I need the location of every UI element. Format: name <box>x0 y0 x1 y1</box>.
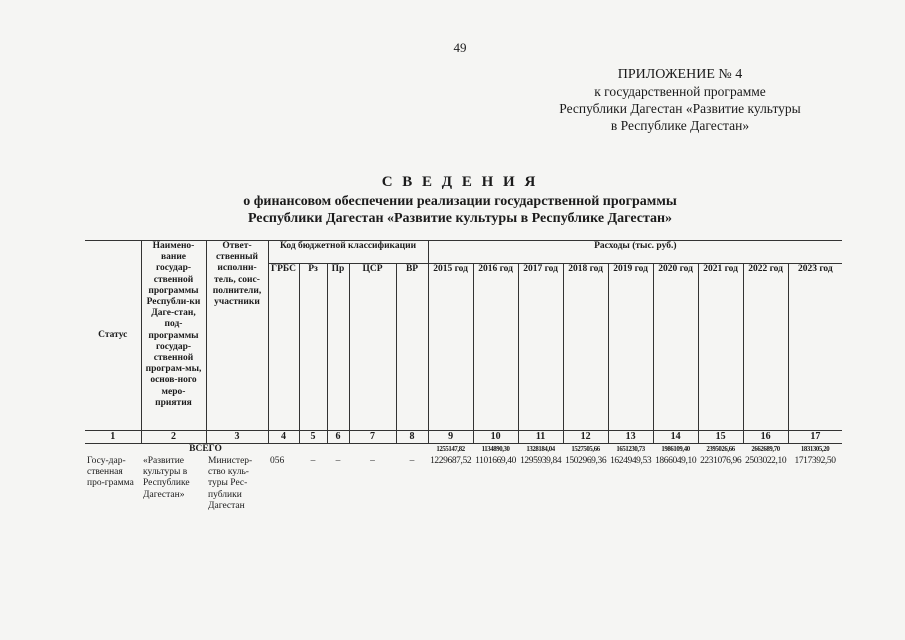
column-number: 3 <box>206 431 268 444</box>
column-number: 9 <box>428 431 473 444</box>
appendix-title: ПРИЛОЖЕНИЕ № 4 <box>617 67 743 82</box>
program-value: 1717392,50 <box>794 456 836 466</box>
total-value: 1527505,66 <box>571 446 600 453</box>
program-value: 1502969,36 <box>565 456 607 466</box>
total-value: 1651230,73 <box>616 446 645 453</box>
program-value: 2231076,96 <box>700 456 742 466</box>
total-label: ВСЕГО <box>189 444 222 454</box>
total-value: 1986109,40 <box>661 446 690 453</box>
header-code-pr: Пр <box>327 264 349 431</box>
column-number: 1 <box>85 431 141 444</box>
column-number: 2 <box>141 431 206 444</box>
header-code-grbs: ГРБС <box>268 264 299 431</box>
column-number: 10 <box>473 431 518 444</box>
header-year: 2021 год <box>698 264 743 431</box>
heading-title: С В Е Д Е Н И Я <box>381 174 539 190</box>
total-value: 2395026,66 <box>706 446 735 453</box>
appendix-block <box>525 66 835 134</box>
program-vr: – <box>409 456 415 466</box>
program-status: Госу-дар-ственная про-грамма <box>87 456 134 489</box>
page-number: 49 <box>453 40 467 55</box>
table-header-row <box>85 241 842 264</box>
column-number: 11 <box>518 431 563 444</box>
header-year: 2019 год <box>608 264 653 431</box>
appendix-line: в Республике Дагестан» <box>610 118 750 133</box>
header-budget-code: Код бюджетной классификации <box>268 241 428 264</box>
total-value: 1831305,20 <box>800 446 830 453</box>
program-value: 1295939,84 <box>520 456 562 466</box>
total-value: 1255147,82 <box>436 446 465 453</box>
total-value: 1134890,30 <box>481 446 510 453</box>
column-number: 16 <box>743 431 788 444</box>
total-row <box>85 444 842 457</box>
column-number: 8 <box>396 431 428 444</box>
column-number: 13 <box>608 431 653 444</box>
header-code-csr: ЦСР <box>349 264 396 431</box>
heading-subtitle: о финансовом обеспечении реализации государственной программы <box>243 194 677 209</box>
header-code-rz: Рз <box>299 264 327 431</box>
header-year: 2023 год <box>788 264 842 431</box>
program-pr: – <box>335 456 341 466</box>
program-value: 2503022,10 <box>745 456 787 466</box>
header-year: 2017 год <box>518 264 563 431</box>
header-code-vr: ВР <box>396 264 428 431</box>
header-year: 2022 год <box>743 264 788 431</box>
program-grbs: 056 <box>270 456 285 466</box>
column-number: 15 <box>698 431 743 444</box>
program-value: 1101669,40 <box>475 456 516 466</box>
financial-table <box>85 240 842 512</box>
document-heading <box>150 174 770 227</box>
appendix-line: Республики Дагестан «Развитие культуры <box>559 101 801 116</box>
header-expenses: Расходы (тыс. руб.) <box>428 241 842 264</box>
column-number: 6 <box>327 431 349 444</box>
column-number: 4 <box>268 431 299 444</box>
program-row <box>85 456 842 512</box>
program-value: 1866049,10 <box>655 456 697 466</box>
column-number: 14 <box>653 431 698 444</box>
header-year: 2016 год <box>473 264 518 431</box>
heading-subtitle: Республики Дагестан «Развитие культуры в Республике Дагестан» <box>247 211 673 226</box>
header-responsible: Ответ-ственный исполни-тель, соис-полнители, участники <box>206 241 268 431</box>
program-rz: – <box>310 456 316 466</box>
program-csr: – <box>370 456 375 466</box>
column-number: 17 <box>788 431 842 444</box>
header-name: Наимено-вание государ-ственной программы Республи-ки Даге-стан, под-программы государ-ственной програм-мы, основ-ного меро-приятия <box>141 241 206 431</box>
column-number: 12 <box>563 431 608 444</box>
program-responsible: Министер-ство куль-туры Рес-публики Дагестан <box>208 456 253 511</box>
column-number: 5 <box>299 431 327 444</box>
header-year: 2020 год <box>653 264 698 431</box>
column-number-row <box>85 431 842 444</box>
header-year: 2018 год <box>563 264 608 431</box>
column-number: 7 <box>349 431 396 444</box>
total-value: 2662689,70 <box>751 446 780 453</box>
program-name: «Развитие культуры в Республике Дагестан» <box>143 456 190 500</box>
header-status: Статус <box>85 241 141 431</box>
appendix-line: к государственной программе <box>594 84 766 99</box>
program-value: 1229687,52 <box>430 456 472 466</box>
total-value: 1328184,04 <box>526 446 555 453</box>
program-value: 1624949,53 <box>610 456 652 466</box>
header-year: 2015 год <box>428 264 473 431</box>
